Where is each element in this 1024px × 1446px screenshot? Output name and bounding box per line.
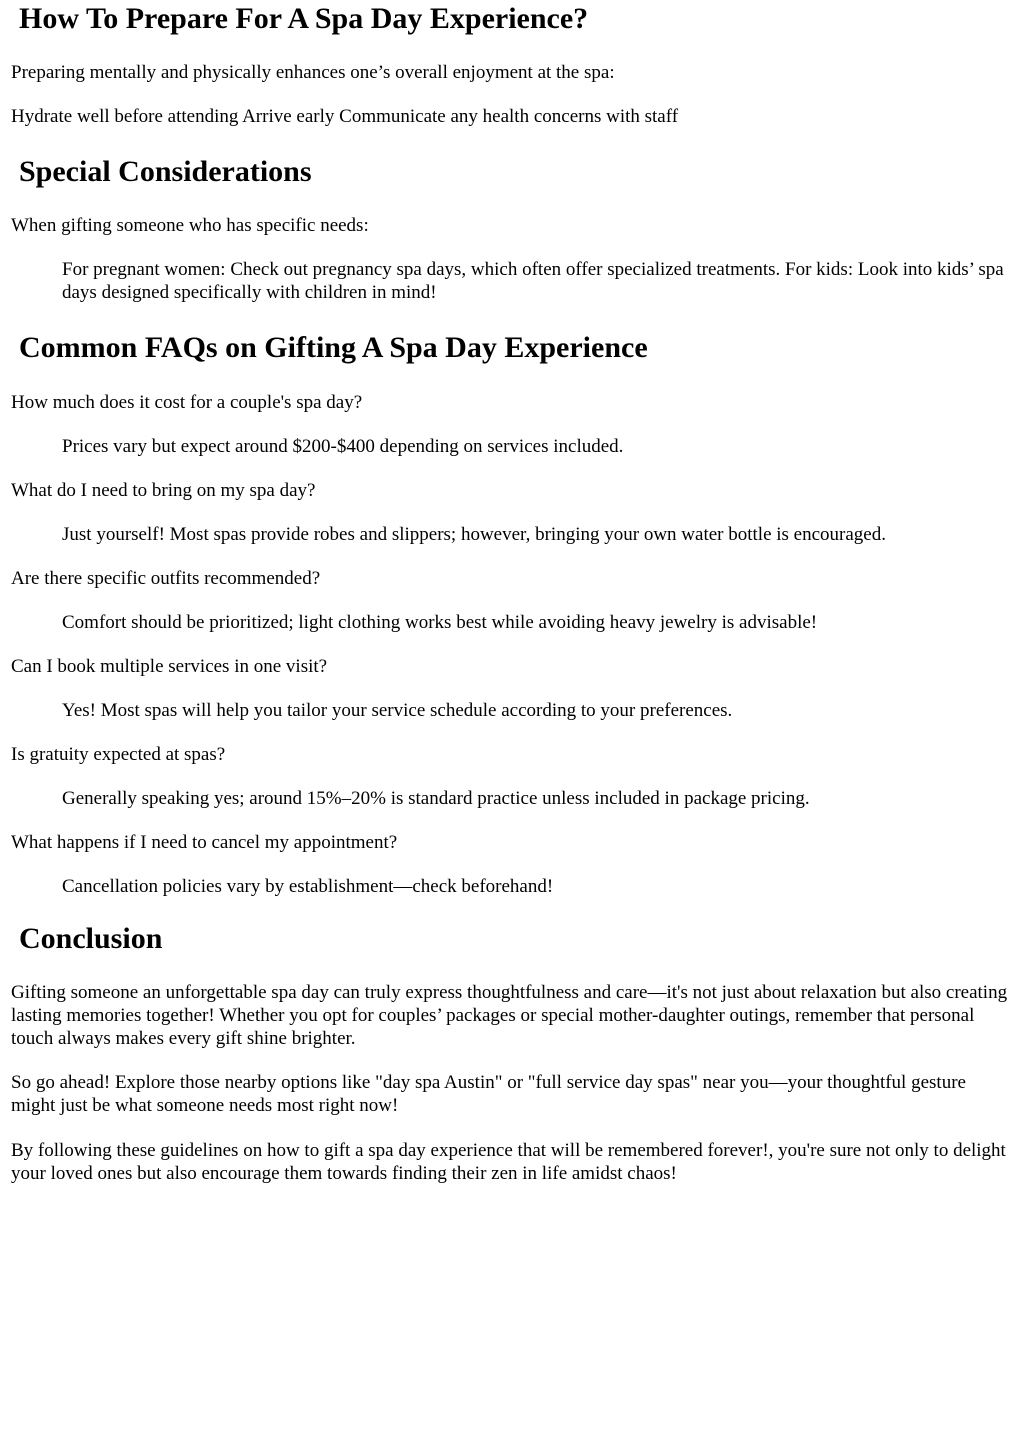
conclusion-paragraph: By following these guidelines on how to gift a spa day experience that will be remembered forever!, you're sure not only to delight your loved ones but also encourage them towards finding their zen in life amidst chaos! bbox=[11, 1140, 1006, 1184]
heading-faqs: Common FAQs on Gifting A Spa Day Experience bbox=[19, 331, 648, 364]
faq-answer: Generally speaking yes; around 15%–20% is standard practice unless included in package pricing. bbox=[62, 788, 810, 809]
faq-question: Are there specific outfits recommended? bbox=[11, 568, 321, 589]
heading-prepare: How To Prepare For A Spa Day Experience? bbox=[19, 2, 589, 35]
faq-answer: Comfort should be prioritized; light clothing works best while avoiding heavy jewelry is advisable! bbox=[62, 612, 818, 633]
conclusion-paragraph: So go ahead! Explore those nearby options like "day spa Austin" or "full service day spas" near you—your thoughtful gesture might just be what someone needs most right now! bbox=[11, 1072, 966, 1116]
faq-answer: Cancellation policies vary by establishment—check beforehand! bbox=[62, 876, 554, 897]
faq-answer: Yes! Most spas will help you tailor your service schedule according to your preferences. bbox=[62, 700, 733, 721]
faq-question: What happens if I need to cancel my appointment? bbox=[11, 832, 398, 853]
faq-question: How much does it cost for a couple's spa day? bbox=[11, 392, 363, 413]
prepare-list-paragraph: Hydrate well before attending Arrive early Communicate any health concerns with staff bbox=[11, 106, 679, 127]
heading-special-considerations: Special Considerations bbox=[19, 155, 312, 188]
conclusion-paragraph: Gifting someone an unforgettable spa day can truly express thoughtfulness and care—it's not just about relaxation but also creating lasting memories together! Whether you opt for couples’ packages or special mother-daughter outings, remember that personal touch always makes every gift shine brighter. bbox=[11, 982, 1008, 1049]
faq-list bbox=[11, 391, 1011, 919]
faq-question: What do I need to bring on my spa day? bbox=[11, 480, 316, 501]
special-considerations-quote: For pregnant women: Check out pregnancy spa days, which often offer specialized treatments. For kids: Look into kids’ spa days designed specifically with children in mind! bbox=[62, 259, 1004, 303]
faq-question: Is gratuity expected at spas? bbox=[11, 744, 226, 765]
special-intro-paragraph: When gifting someone who has specific needs: bbox=[11, 215, 369, 236]
faq-answer: Just yourself! Most spas provide robes and slippers; however, bringing your own water bottle is encouraged. bbox=[62, 524, 886, 545]
heading-conclusion: Conclusion bbox=[19, 922, 163, 955]
faq-answer: Prices vary but expect around $200-$400 depending on services included. bbox=[62, 436, 624, 457]
prepare-intro-paragraph: Preparing mentally and physically enhances one’s overall enjoyment at the spa: bbox=[11, 62, 615, 83]
faq-question: Can I book multiple services in one visit? bbox=[11, 656, 328, 677]
